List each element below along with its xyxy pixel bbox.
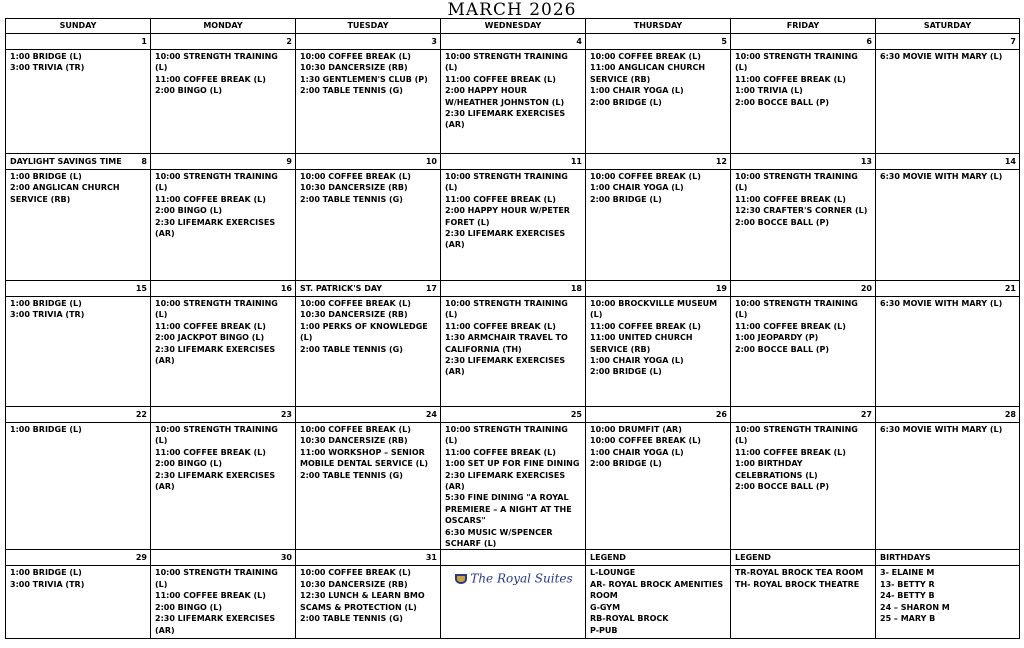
day-number: 16 [280,284,292,293]
event-item: 2:30 LIFEMARK EXERCISES (AR) [445,229,566,250]
weekday-header: MONDAY [151,19,296,34]
event-item: 1:00 BRIDGE (L) [10,172,82,181]
day-events-cell [151,50,296,154]
event-item: 24 – SHARON M [880,602,950,612]
day-header-cell [296,154,441,170]
event-item: 10:00 COFFEE BREAK (L) [300,425,411,434]
day-number: 27 [860,410,872,419]
day-label: LEGEND [590,553,626,563]
week-events-row [6,566,1020,639]
event-item: 2:30 LIFEMARK EXERCISES (AR) [445,470,566,492]
event-item: 25 – MARY B [880,614,936,624]
event-item: 2:00 BRIDGE (L) [590,459,662,469]
event-item: 3:00 TRIVIA (TR) [10,310,85,320]
day-header-cell [441,154,586,170]
day-number: 28 [1004,410,1016,419]
day-events-cell [876,566,1020,639]
event-item: 1:00 CHAIR YOGA (L) [590,447,684,457]
day-events-cell [6,297,151,407]
day-events-cell [151,566,296,639]
day-events-cell [296,297,441,407]
event-item: 10:00 COFFEE BREAK (L) [590,436,701,446]
event-item: 11:00 COFFEE BREAK (L) [735,74,846,84]
day-number: 13 [860,157,872,166]
event-item: 1:00 JEOPARDY (P) [735,333,819,343]
week-header-row [6,34,1020,50]
event-item: 2:00 TABLE TENNIS (G) [300,86,403,96]
event-item: 3- ELAINE M [880,568,935,578]
week-events-row [6,170,1020,281]
day-header-cell [586,550,731,566]
day-events-cell [296,423,441,550]
day-events-cell [586,50,731,154]
day-header-cell [876,281,1020,297]
event-item: 10:30 DANCERSIZE (RB) [300,63,408,73]
day-header-cell [6,154,151,170]
event-item: 1:00 BRIDGE (L) [10,425,82,434]
event-item: 10:30 DANCERSIZE (RB) [300,436,408,446]
event-item: 11:00 COFFEE BREAK (L) [735,194,846,204]
week-events-row [6,423,1020,550]
event-item: 24- BETTY B [880,591,935,601]
day-header-cell [876,34,1020,50]
day-header-cell [151,407,296,423]
day-header-cell [441,550,586,566]
event-item: 11:00 WORKSHOP – SENIOR MOBILE DENTAL SERVICE (L) [300,447,428,469]
day-events-cell [296,566,441,639]
day-events-cell [876,423,1020,550]
event-item: 1:00 CHAIR YOGA (L) [590,356,684,366]
logo-text: The Royal Suites [470,571,573,586]
day-events-cell [586,297,731,407]
event-item: 10:00 STRENGTH TRAINING (L) [445,52,568,73]
day-number: 21 [1004,284,1016,293]
event-item: 13- BETTY R [880,579,935,589]
event-item: 2:00 BINGO (L) [155,459,223,469]
event-item: L-LOUNGE [590,568,636,578]
event-item: 3:00 TRIVIA (TR) [10,579,85,589]
day-number: 20 [860,284,872,293]
day-number: 5 [721,37,727,46]
week-header-row [6,154,1020,170]
event-item: P-PUB [590,625,618,635]
day-number: 30 [280,553,292,563]
weekday-header: THURSDAY [586,19,731,34]
day-number: 6 [866,37,872,46]
day-header-cell [151,550,296,566]
event-item: 10:00 COFFEE BREAK (L) [590,52,701,61]
event-item: TH- ROYAL BROCK THEATRE [735,579,860,589]
day-header-cell [441,34,586,50]
event-item: 11:00 UNITED CHURCH SERVICE (RB) [590,333,693,354]
crest-icon [454,573,468,585]
event-item: 2:00 BINGO (L) [155,86,223,96]
day-events-cell [731,566,876,639]
event-item: 10:00 STRENGTH TRAINING (L) [445,425,568,446]
day-header-cell [586,281,731,297]
event-item: 2:00 BOCCE BALL (P) [735,217,830,227]
day-header-cell [731,154,876,170]
day-events-cell [441,50,586,154]
event-item: 11:00 COFFEE BREAK (L) [155,591,266,601]
day-number: 9 [286,157,292,166]
weekday-header: TUESDAY [296,19,441,34]
royal-suites-logo [445,567,582,585]
event-item: 1:30 ARMCHAIR TRAVEL TO CALIFORNIA (TH) [445,333,568,354]
event-item: 11:00 COFFEE BREAK (L) [155,321,266,331]
event-item: 10:00 COFFEE BREAK (L) [300,52,411,61]
day-number: 22 [135,410,147,419]
event-item: 1:30 GENTLEMEN'S CLUB (P) [300,74,428,84]
event-item: 10:00 STRENGTH TRAINING (L) [445,299,568,320]
event-item: 10:00 COFFEE BREAK (L) [590,172,701,181]
day-label: LEGEND [735,553,771,563]
event-item: 10:00 STRENGTH TRAINING (L) [155,299,278,320]
day-number: 7 [1010,37,1016,46]
day-events-cell [6,170,151,281]
event-item: 1:00 BRIDGE (L) [10,568,82,578]
event-item: 1:00 BRIDGE (L) [10,299,82,308]
day-header-cell [731,407,876,423]
day-events-cell [441,297,586,407]
event-item: AR- ROYAL BROCK AMENITIES ROOM [590,579,724,601]
event-item: 10:00 STRENGTH TRAINING (L) [735,52,858,73]
event-item: 2:00 BINGO (L) [155,602,223,612]
day-header-cell [296,550,441,566]
day-number: 26 [715,410,727,419]
day-header-cell [151,34,296,50]
day-events-cell [441,566,586,639]
day-header-cell [296,407,441,423]
event-item: 2:00 ANGLICAN CHURCH SERVICE (RB) [10,183,120,204]
event-item: G-GYM [590,602,621,612]
day-number: 18 [570,284,582,293]
event-item: 11:00 COFFEE BREAK (L) [155,447,266,457]
day-label: ST. PATRICK'S DAY [300,284,383,293]
event-item: 10:00 DRUMFIT (AR) [590,425,682,434]
event-item: 12:30 CRAFTER'S CORNER (L) [735,206,868,216]
day-number: 4 [576,37,582,46]
event-item: 2:00 TABLE TENNIS (G) [300,614,403,624]
event-item: 6:30 MOVIE WITH MARY (L) [880,172,1003,181]
event-item: 10:00 STRENGTH TRAINING (L) [155,425,278,446]
day-events-cell [441,170,586,281]
day-header-cell [151,281,296,297]
event-item: 10:00 COFFEE BREAK (L) [300,172,411,181]
event-item: 10:00 STRENGTH TRAINING (L) [735,172,858,193]
day-header-cell [586,407,731,423]
event-item: 10:30 DANCERSIZE (RB) [300,183,408,193]
weekday-header: WEDNESDAY [441,19,586,34]
event-item: 10:00 STRENGTH TRAINING (L) [735,299,858,320]
event-item: 2:00 BRIDGE (L) [590,97,662,107]
day-header-cell [586,34,731,50]
event-item: 10:00 STRENGTH TRAINING (L) [155,568,278,589]
event-item: 10:00 STRENGTH TRAINING (L) [155,52,278,73]
day-header-cell [296,281,441,297]
event-item: 10:00 STRENGTH TRAINING (L) [445,172,568,193]
event-item: 6:30 MOVIE WITH MARY (L) [880,425,1003,434]
day-events-cell [731,423,876,550]
event-item: 1:00 BRIDGE (L) [10,52,82,61]
day-number: 10 [425,157,437,166]
day-number: 12 [715,157,727,166]
event-item: 2:00 TABLE TENNIS (G) [300,194,403,204]
day-events-cell [586,566,731,639]
week-events-row [6,50,1020,154]
event-item: 6:30 MOVIE WITH MARY (L) [880,52,1003,61]
day-events-cell [876,50,1020,154]
event-item: 1:00 CHAIR YOGA (L) [590,86,684,96]
day-header-cell [586,154,731,170]
day-number: 11 [570,157,582,166]
day-events-cell [296,50,441,154]
day-number: 23 [280,410,292,419]
weekday-header: SUNDAY [6,19,151,34]
event-item: 2:30 LIFEMARK EXERCISES (AR) [155,344,276,366]
event-item: 10:00 COFFEE BREAK (L) [300,568,411,578]
event-item: 1:00 SET UP FOR FINE DINING [445,459,580,469]
day-events-cell [151,297,296,407]
day-events-cell [586,423,731,550]
weekday-header: SATURDAY [876,19,1020,34]
day-events-cell [296,170,441,281]
event-item: 1:00 TRIVIA (L) [735,86,803,96]
event-item: 2:00 HAPPY HOUR W/PETER FORET (L) [445,206,570,227]
event-item: 2:30 LIFEMARK EXERCISES (AR) [155,614,276,635]
day-header-cell [876,154,1020,170]
event-item: 2:30 LIFEMARK EXERCISES (AR) [155,470,276,492]
day-header-cell [6,34,151,50]
day-events-cell [6,423,151,550]
week-events-row [6,297,1020,407]
day-header-cell [731,550,876,566]
event-item: 11:00 COFFEE BREAK (L) [445,74,556,84]
event-item: 2:30 LIFEMARK EXERCISES (AR) [155,217,276,239]
week-header-row [6,281,1020,297]
weekday-header: FRIDAY [731,19,876,34]
day-header-cell [731,34,876,50]
day-events-cell [731,170,876,281]
day-header-cell [6,407,151,423]
day-events-cell [6,566,151,639]
event-item: 2:30 LIFEMARK EXERCISES (AR) [445,109,566,130]
day-events-cell [151,170,296,281]
day-number: 3 [431,37,437,46]
event-item: 11:00 COFFEE BREAK (L) [735,321,846,331]
day-number: 24 [425,410,437,419]
event-item: 3:00 TRIVIA (TR) [10,63,85,73]
day-events-cell [731,50,876,154]
day-number: 31 [425,553,437,563]
day-number: 17 [425,284,437,293]
event-item: 10:00 COFFEE BREAK (L) [300,299,411,308]
event-item: 11:00 COFFEE BREAK (L) [445,321,556,331]
day-header-cell [731,281,876,297]
day-number: 15 [135,284,147,293]
day-header-cell [296,34,441,50]
day-label: BIRTHDAYS [880,553,931,563]
event-item: 10:00 STRENGTH TRAINING (L) [155,172,278,193]
event-item: 12:30 LUNCH & LEARN BMO SCAMS & PROTECTION (L) [300,591,425,612]
event-item: RB-ROYAL BROCK [590,614,669,624]
event-item: 10:30 DANCERSIZE (RB) [300,579,408,589]
day-number: 29 [135,553,147,563]
event-item: 11:00 COFFEE BREAK (L) [735,447,846,457]
day-events-cell [731,297,876,407]
day-header-cell [876,550,1020,566]
day-events-cell [151,423,296,550]
event-item: 11:00 COFFEE BREAK (L) [155,74,266,84]
event-item: 2:00 BINGO (L) [155,206,223,216]
event-item: 1:00 BIRTHDAY CELEBRATIONS (L) [735,459,818,480]
day-header-cell [876,407,1020,423]
event-item: 2:00 TABLE TENNIS (G) [300,470,403,480]
day-number: 25 [570,410,582,419]
day-number: 8 [141,157,147,166]
event-item: 2:00 BRIDGE (L) [590,367,662,377]
event-item: 11:00 ANGLICAN CHURCH SERVICE (RB) [590,63,706,84]
week-header-row [6,550,1020,566]
event-item: 2:00 HAPPY HOUR W/HEATHER JOHNSTON (L) [445,86,565,107]
day-header-cell [441,281,586,297]
event-item: 1:00 PERKS OF KNOWLEDGE (L) [300,321,428,343]
event-item: 10:30 DANCERSIZE (RB) [300,310,408,320]
event-item: 2:30 LIFEMARK EXERCISES (AR) [445,356,566,377]
day-number: 1 [141,37,147,46]
event-item: 6:30 MOVIE WITH MARY (L) [880,299,1003,308]
event-item: 6:30 MUSIC W/SPENCER SCHARF (L) [445,527,553,549]
event-item: 11:00 COFFEE BREAK (L) [590,321,701,331]
event-item: 11:00 COFFEE BREAK (L) [445,447,556,457]
day-header-cell [441,407,586,423]
event-item: 11:00 COFFEE BREAK (L) [445,194,556,204]
weekday-header-row [6,19,1020,34]
day-events-cell [6,50,151,154]
day-events-cell [876,170,1020,281]
event-item: 11:00 COFFEE BREAK (L) [155,194,266,204]
event-item: 2:00 JACKPOT BINGO (L) [155,333,265,343]
day-number: 14 [1004,157,1016,166]
day-events-cell [876,297,1020,407]
calendar-title: MARCH 2026 [447,0,577,20]
event-item: 10:00 BROCKVILLE MUSEUM (L) [590,299,718,320]
event-item: 5:30 FINE DINING "A ROYAL PREMIERE – A NIGHT AT THE OSCARS" [445,493,572,526]
event-item: 2:00 BOCCE BALL (P) [735,97,830,107]
day-events-cell [586,170,731,281]
day-events-cell [441,423,586,550]
event-item: TR-ROYAL BROCK TEA ROOM [735,568,864,578]
day-label: DAYLIGHT SAVINGS TIME [10,157,122,166]
day-header-cell [151,154,296,170]
calendar-grid [5,18,1020,639]
day-header-cell [6,550,151,566]
event-item: 2:00 BRIDGE (L) [590,194,662,204]
day-number: 19 [715,284,727,293]
event-item: 2:00 BOCCE BALL (P) [735,482,830,492]
event-item: 2:00 TABLE TENNIS (G) [300,344,403,354]
day-number: 2 [286,37,292,46]
event-item: 2:00 BOCCE BALL (P) [735,344,830,354]
event-item: 10:00 STRENGTH TRAINING (L) [735,425,858,446]
week-header-row [6,407,1020,423]
day-header-cell [6,281,151,297]
event-item: 1:00 CHAIR YOGA (L) [590,183,684,193]
